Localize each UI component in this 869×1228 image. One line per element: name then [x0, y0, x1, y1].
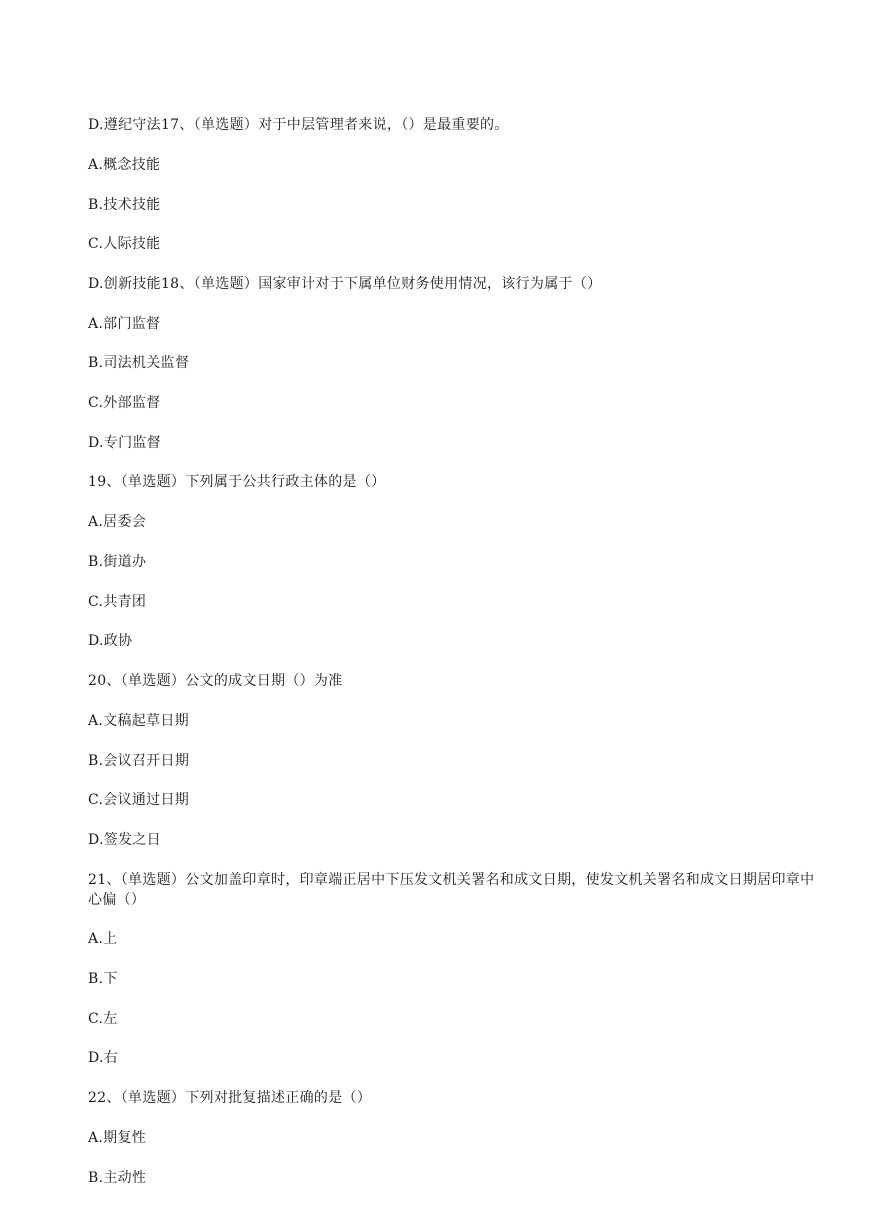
option-c: C.左 — [88, 1011, 118, 1027]
text-line: D.创新技能18、（单选题）国家审计对于下属单位财务使用情况，该行为属于（） — [88, 276, 602, 292]
option-a: A.概念技能 — [88, 157, 161, 173]
option-b: B.技术技能 — [88, 197, 161, 213]
option-b: B.司法机关监督 — [88, 355, 190, 371]
question-20: 20、（单选题）公文的成文日期（）为准 — [88, 673, 343, 689]
text-line: D.遵纪守法17、（单选题）对于中层管理者来说，（）是最重要的。 — [88, 117, 509, 133]
option-a: A.期复性 — [88, 1130, 147, 1146]
option-c: C.人际技能 — [88, 236, 161, 252]
option-c: C.共青团 — [88, 594, 147, 610]
option-a: A.居委会 — [88, 514, 147, 530]
option-d: D.政协 — [88, 633, 133, 649]
option-b: B.下 — [88, 971, 118, 987]
option-a: A.文稿起草日期 — [88, 713, 189, 729]
option-b: B.主动性 — [88, 1170, 147, 1186]
option-b: B.会议召开日期 — [88, 753, 190, 769]
option-a: A.部门监督 — [88, 316, 161, 332]
option-d: D.专门监督 — [88, 435, 161, 451]
option-d: D.右 — [88, 1050, 119, 1066]
option-a: A.上 — [88, 931, 118, 947]
question-19: 19、（单选题）下列属于公共行政主体的是（） — [88, 474, 386, 490]
question-22: 22、（单选题）下列对批复描述正确的是（） — [88, 1090, 372, 1106]
option-d: D.签发之日 — [88, 832, 161, 848]
option-b: B.街道办 — [88, 554, 147, 570]
option-c: C.会议通过日期 — [88, 792, 190, 808]
option-c: C.外部监督 — [88, 395, 161, 411]
question-21: 21、（单选题）公文加盖印章时，印章端正居中下压发文机关署名和成文日期，使发文机关署名和成文日期居印章中心偏（） — [88, 872, 815, 908]
